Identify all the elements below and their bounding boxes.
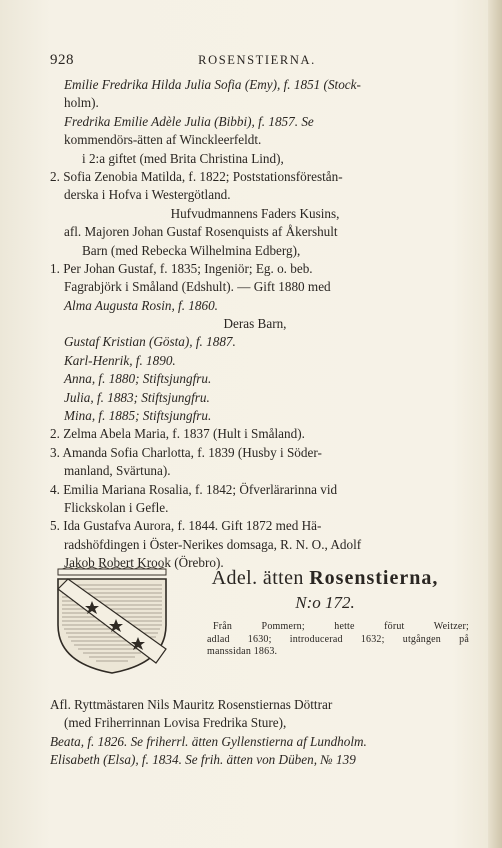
text-line: manland, Svärtuna). [64, 463, 171, 479]
text-line: Barn (med Rebecka Wilhelmina Edberg), [82, 242, 301, 258]
family-number: N:o 172. [295, 593, 355, 612]
text-line: Karl-Henrik, f. 1890. [64, 352, 176, 368]
text-line: i 2:a giftet (med Brita Christina Lind), [82, 150, 284, 166]
running-title: ROSENSTIERNA. [198, 53, 316, 67]
coat-of-arms-icon [52, 567, 172, 675]
text-line: Flickskolan i Gefle. [64, 499, 169, 515]
text-line: Mina, f. 1885; Stiftsjungfru. [64, 408, 212, 424]
text-line: Afl. Ryttmästaren Nils Mauritz Rosenstiernas Döttrar [50, 697, 333, 712]
genealogy-text-2 [50, 696, 460, 770]
note-line: adlad 1630; introducerad 1632; utgången på [207, 633, 469, 645]
text-line: 3. Amanda Sofia Charlotta, f. 1839 (Husby i Söder- [50, 444, 322, 460]
text-line: Hufvudmannens Faders Kusins, [170, 205, 340, 221]
family-title [180, 566, 470, 590]
page-number: 928 [50, 52, 74, 68]
text-line: Anna, f. 1880; Stiftsjungfru. [64, 371, 212, 387]
page-header [50, 52, 464, 72]
page-edge [488, 0, 502, 848]
text-line: (med Friherrinnan Lovisa Fredrika Sture), [64, 715, 287, 731]
genealogy-text [50, 76, 460, 573]
text-line: 1. Per Johan Gustaf, f. 1835; Ingeniör; Eg. o. beb. [50, 260, 313, 276]
text-line: derska i Hofva i Westergötland. [64, 187, 231, 203]
text-line: radshöfdingen i Öster-Nerikes domsaga, R. N. O., Adolf [64, 536, 362, 552]
text-line: 2. Zelma Abela Maria, f. 1837 (Hult i Småland). [50, 426, 305, 442]
text-line: Alma Augusta Rosin, f. 1860. [64, 297, 218, 313]
text-line: Gustaf Kristian (Gösta), f. 1887. [64, 334, 236, 350]
text-line: Julia, f. 1883; Stiftsjungfru. [64, 389, 210, 405]
text-line: kommendörs-ätten af Winckleerfeldt. [64, 132, 262, 148]
note-line: manssidan 1863. [207, 646, 278, 658]
family-title-name: Rosenstierna, [309, 567, 439, 589]
text-line: Jakob Robert Krook (Örebro). [64, 555, 224, 571]
text-line: Deras Barn, [223, 316, 287, 332]
text-line: Emilie Fredrika Hilda Julia Sofia (Emy), f. 1851 (Stock- [64, 77, 361, 92]
text-line: Elisabeth (Elsa), f. 1834. Se frih. ätten von Düben, № 139 [50, 752, 356, 768]
text-line: Beata, f. 1826. Se friherrl. ätten Gyllenstierna af Lundholm. [50, 733, 367, 749]
note-line: Från Pommern; hette förut Weitzer; [213, 621, 469, 632]
text-line: Fredrika Emilie Adèle Julia (Bibbi), f. 1857. Se [64, 113, 314, 129]
text-line: 2. Sofia Zenobia Matilda, f. 1822; Poststationsförestån- [50, 168, 343, 184]
text-line: afl. Majoren Johan Gustaf Rosenquists af Åkershult [64, 224, 338, 240]
text-line: 4. Emilia Mariana Rosalia, f. 1842; Öfverlärarinna vid [50, 481, 338, 497]
text-line: Fagrabjörk i Småland (Edshult). — Gift 1880 med [64, 279, 331, 295]
text-line: 5. Ida Gustafva Aurora, f. 1844. Gift 1872 med Hä- [50, 518, 322, 534]
family-title-prefix: Adel. ätten [211, 567, 304, 589]
family-note [207, 621, 469, 659]
text-line: holm). [64, 95, 99, 111]
family-heading [180, 566, 470, 614]
